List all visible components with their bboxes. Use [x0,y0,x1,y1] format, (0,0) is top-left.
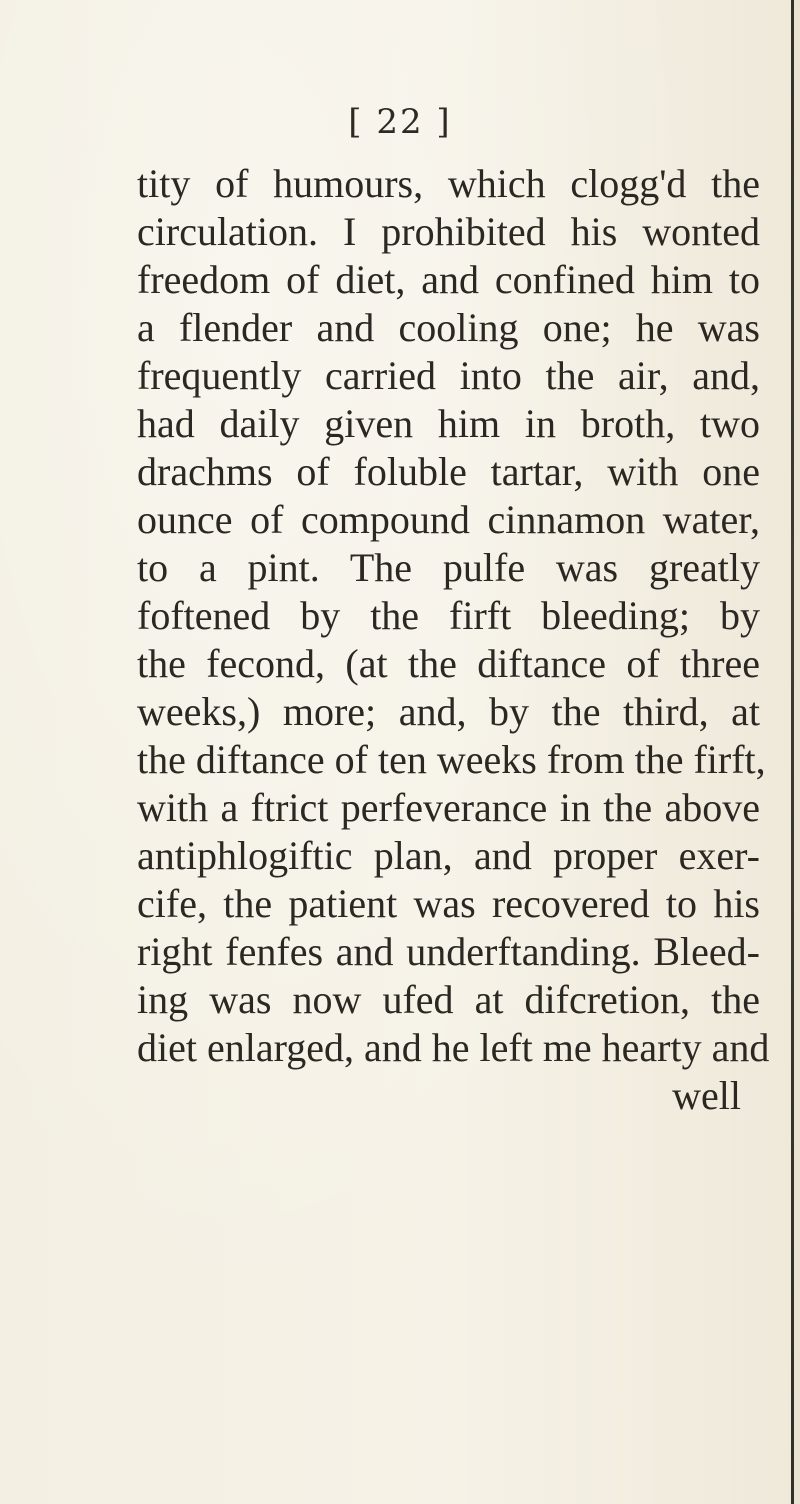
text-line-15: antiphlogiftic plan, and proper exer- [137,833,760,878]
catchword: well [672,1073,741,1118]
text-line-6: had daily given him in broth, two [137,401,760,446]
text-line-5: frequently carried into the air, and, [137,353,760,398]
body-text [137,160,777,1120]
text-line-17: right fenfes and underftanding. Bleed- [137,929,760,974]
text-line-14: with a ftrict perfeverance in the above [137,785,760,830]
text-line-12: weeks,) more; and, by the third, at [137,689,760,734]
text-line-19: diet enlarged, and he left me hearty and [137,1025,770,1070]
text-line-4: a flender and cooling one; he was [137,305,760,350]
page-number-header: [ 22 ] [348,102,452,142]
page-edge-shadow [794,0,800,1504]
text-line-18: ing was now ufed at difcretion, the [137,977,760,1022]
text-line-8: ounce of compound cinnamon water, [137,497,760,542]
text-line-9: to a pint. The pulfe was greatly [137,545,760,590]
text-line-13: the diftance of ten weeks from the firft, [137,737,766,782]
page-edge-line [791,0,794,1504]
text-line-3: freedom of diet, and confined him to [137,257,760,302]
text-line-16: cife, the patient was recovered to his [137,881,760,926]
text-line-10: foftened by the firft bleeding; by [137,593,760,638]
text-line-7: drachms of foluble tartar, with one [137,449,760,494]
text-line-11: the fecond, (at the diftance of three [137,641,760,686]
text-line-2: circulation. I prohibited his wonted [137,209,760,254]
text-line-1: tity of humours, which clogg'd the [137,161,760,206]
